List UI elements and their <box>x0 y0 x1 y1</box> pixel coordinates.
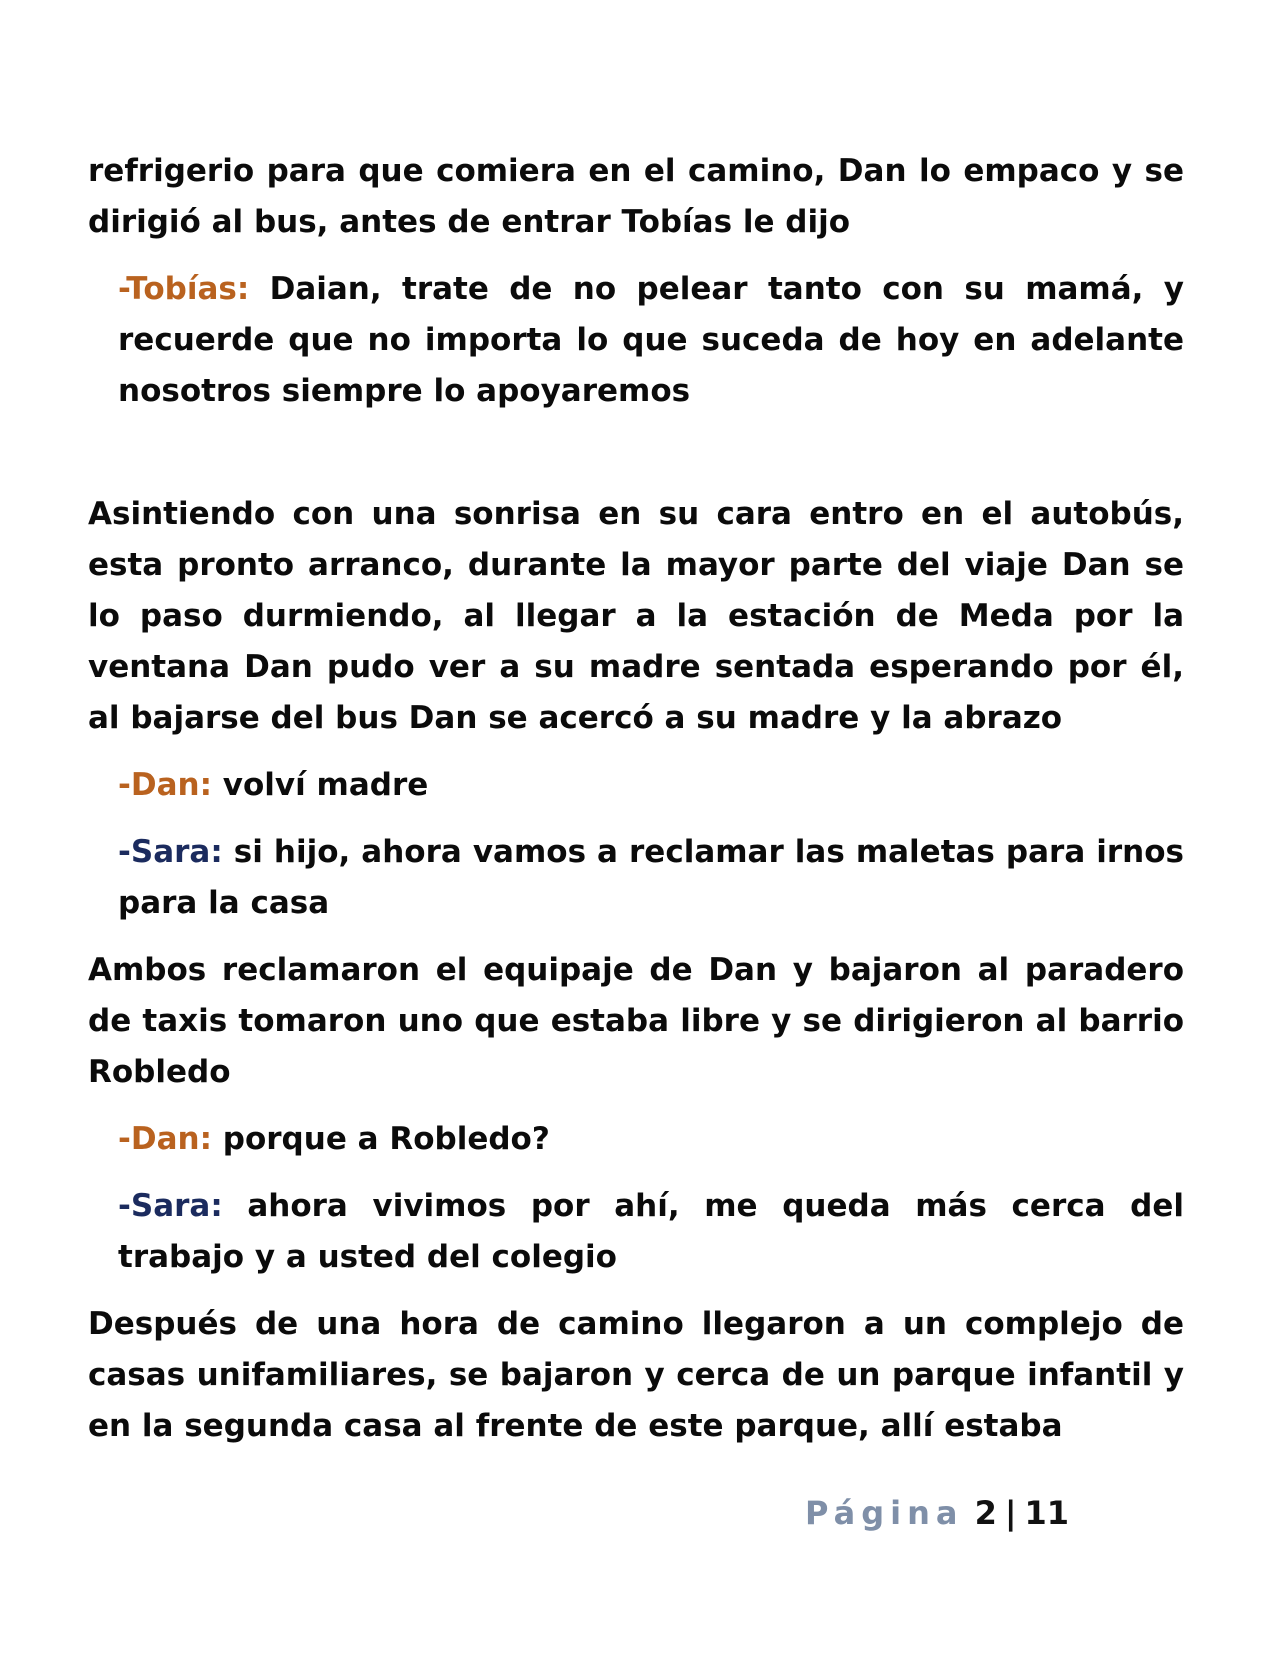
page-separator: | <box>1004 1494 1017 1532</box>
dialogue-line <box>88 1114 1184 1165</box>
dialogue-text: si hijo, ahora vamos a reclamar las maletas para irnos para la casa <box>118 834 1185 921</box>
dialogue-line <box>88 1181 1184 1283</box>
page-word: Página <box>805 1494 964 1532</box>
dialogue-text: volví madre <box>222 767 429 803</box>
speaker-label: -Sara: <box>118 834 223 870</box>
narration-paragraph: Asintiendo con una sonrisa en su cara entro en el autobús, esta pronto arranco, durante la mayor parte del viaje Dan se lo paso durmiendo, al llegar a la estación de Meda por la ventana Dan pudo ver a su madre sentada esperando por él, al bajarse del bus Dan se acercó a su madre y la abrazo <box>88 496 1184 736</box>
dialogue-text: porque a Robledo? <box>222 1121 550 1157</box>
narration-paragraph: Ambos reclamaron el equipaje de Dan y bajaron al paradero de taxis tomaron uno que estaba libre y se dirigieron al barrio Robledo <box>88 952 1184 1090</box>
speaker-label: -Tobías: <box>118 271 250 307</box>
page-number: 2 <box>974 1494 997 1532</box>
narration-paragraph: Después de una hora de camino llegaron a un complejo de casas unifamiliares, se bajaron y cerca de un parque infantil y en la segunda casa al frente de este parque, allí estaba <box>88 1306 1184 1444</box>
dialogue-line <box>88 264 1184 417</box>
page-footer <box>805 1494 1069 1532</box>
dialogue-text: Daian, trate de no pelear tanto con su mamá, y recuerde que no importa lo que suceda de hoy en adelante nosotros siempre lo apoyaremos <box>118 271 1184 409</box>
page-total: 11 <box>1024 1494 1070 1532</box>
speaker-label: -Sara: <box>118 1188 223 1224</box>
speaker-label: -Dan: <box>118 1121 212 1157</box>
dialogue-text: ahora vivimos por ahí, me queda más cerca del trabajo y a usted del colegio <box>118 1188 1185 1275</box>
narration-paragraph: refrigerio para que comiera en el camino, Dan lo empaco y se dirigió al bus, antes de entrar Tobías le dijo <box>88 153 1184 240</box>
dialogue-line <box>88 760 1184 811</box>
dialogue-line <box>88 827 1184 929</box>
document-body <box>88 146 1184 1452</box>
speaker-label: -Dan: <box>118 767 212 803</box>
